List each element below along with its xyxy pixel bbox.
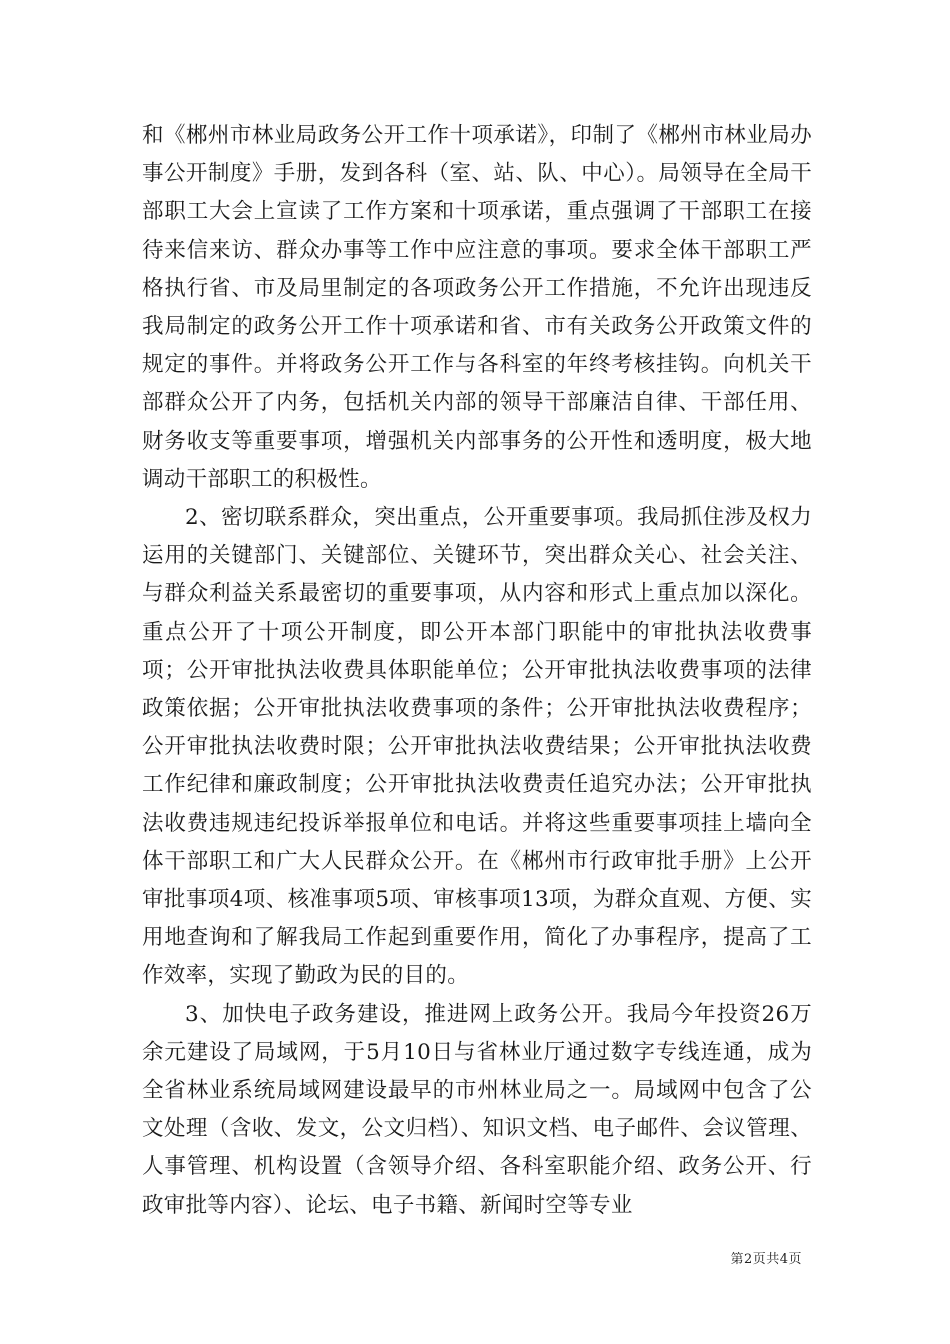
page-number-footer: 第2页共4页 (730, 1252, 802, 1267)
paragraph-continuation: 和《郴州市林业局政务公开工作十项承诺》，印制了《郴州市林业局办事公开制度》手册，发到各科（室、站、队、中心）。局领导在全局干部职工大会上宣读了工作方案和十项承诺，重点强调了干部职工在接待来信来访、群众办事等工作中应注意的事项。要求全体干部职工严格执行省、市及局里制定的各项政务公开工作措施，不允许出现违反我局制定的政务公开工作十项承诺和省、市有关政务公开政策文件的规定的事件。并将政务公开工作与各科室的年终考核挂钩。向机关干部群众公开了内务，包括机关内部的领导干部廉洁自律、干部任用、财务收支等重要事项，增强机关内部事务的公开性和透明度，极大地调动干部职工的积极性。 (142, 123, 812, 492)
document-body (142, 117, 812, 1225)
paragraph-item-2: 2、密切联系群众，突出重点，公开重要事项。我局抓住涉及权力运用的关键部门、关键部位、关键环节，突出群众关心、社会关注、与群众利益关系最密切的重要事项，从内容和形式上重点加以深化。重点公开了十项公开制度，即公开本部门职能中的审批执法收费事项；公开审批执法收费具体职能单位；公开审批执法收费事项的法律政策依据；公开审批执法收费事项的条件；公开审批执法收费程序；公开审批执法收费时限；公开审批执法收费结果；公开审批执法收费工作纪律和廉政制度；公开审批执法收费责任追究办法；公开审批执法收费违规违纪投诉举报单位和电话。并将这些重要事项挂上墙向全体干部职工和广大人民群众公开。在《郴州市行政审批手册》上公开审批事项4项、核准事项5项、审核事项13项，为群众直观、方便、实用地查询和了解我局工作起到重要作用，简化了办事程序，提高了工作效率，实现了勤政为民的目的。 (142, 505, 812, 989)
paragraph-item-3: 3、加快电子政务建设，推进网上政务公开。我局今年投资26万余元建设了局域网，于5月10日与省林业厅通过数字专线连通，成为全省林业系统局域网建设最早的市州林业局之一。局域网中包含了公文处理（含收、发文，公文归档）、知识文档、电子邮件、会议管理、人事管理、机构设置（含领导介绍、各科室职能介绍、政务公开、行政审批等内容）、论坛、电子书籍、新闻时空等专业 (142, 1001, 812, 1218)
